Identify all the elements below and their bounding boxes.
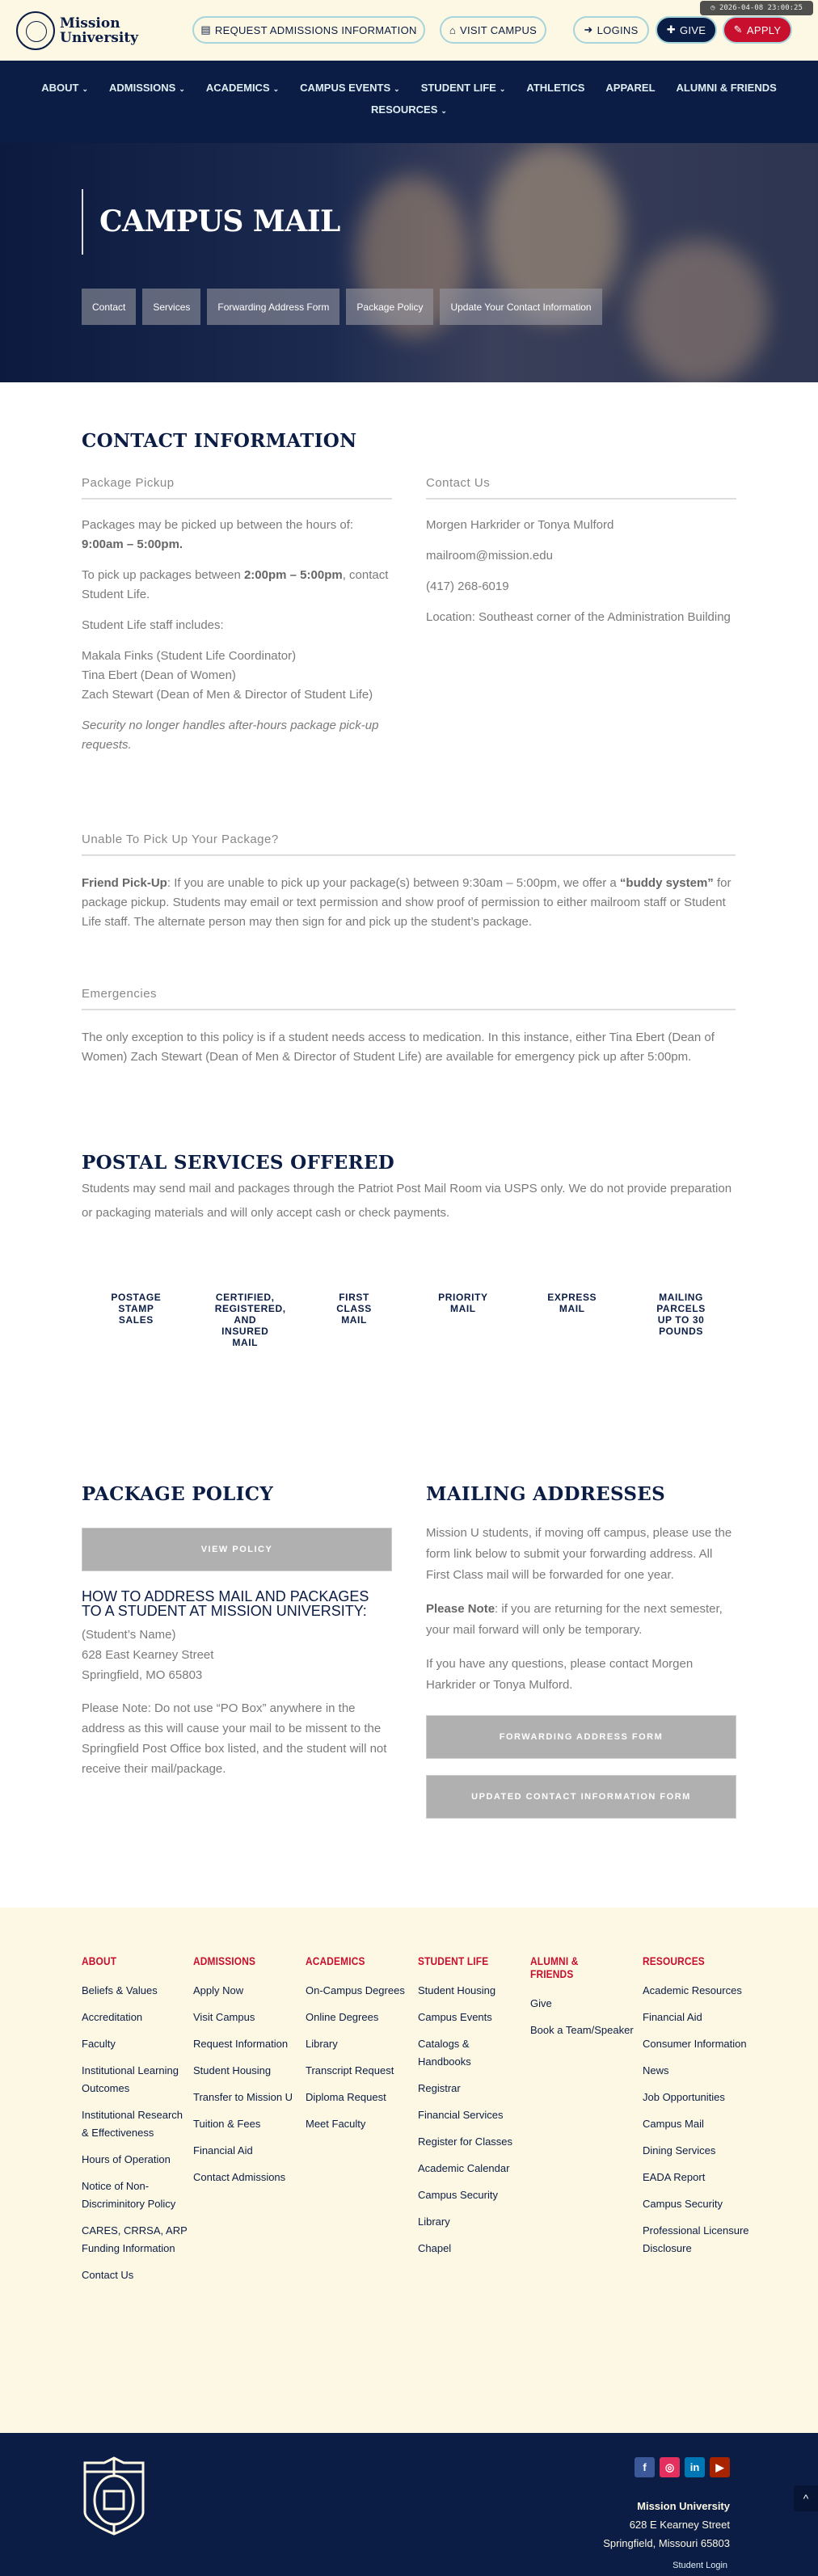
footer-link[interactable]: Chapel xyxy=(418,2242,452,2254)
logins-button[interactable] xyxy=(573,16,649,44)
social-links xyxy=(635,2457,730,2477)
university-logo[interactable] xyxy=(16,11,138,50)
tab-services[interactable]: Services xyxy=(142,289,200,325)
footer-link[interactable]: Campus Security xyxy=(643,2198,723,2210)
footer-column-academics xyxy=(306,1954,412,2142)
nav-item-label: ATHLETICS xyxy=(526,82,585,94)
staff-intro: Student Life staff includes: xyxy=(82,618,224,632)
footer-link[interactable]: Online Degrees xyxy=(306,2011,379,2023)
nav-item-about[interactable] xyxy=(41,82,88,94)
footer-link[interactable]: Transfer to Mission U xyxy=(193,2091,293,2103)
contact-us-heading: Contact Us xyxy=(426,476,736,500)
nav-item-label: ABOUT xyxy=(41,82,79,94)
footer-links xyxy=(0,1908,818,2433)
emergencies-section xyxy=(82,987,736,1067)
questions-text: If you have any questions, please contact Morgen Harkrider or Tonya Mulford. xyxy=(426,1657,694,1692)
footer-link[interactable]: Dining Services xyxy=(643,2144,716,2157)
mailing-addresses-heading: MAILING ADDRESSES xyxy=(426,1483,666,1505)
service-label: MAILING PARCELS UP TO 30 POUNDS xyxy=(656,1292,706,1337)
footer-link[interactable]: Give xyxy=(530,1997,552,2009)
seal-icon xyxy=(16,11,55,50)
chevron-down-icon: ⌄ xyxy=(82,85,88,93)
nav-item-apparel[interactable] xyxy=(605,82,655,94)
nav-item-label: APPAREL xyxy=(605,82,656,94)
nav-item-label: ACADEMICS xyxy=(205,82,270,94)
forwarding-address-form-button[interactable]: FORWARDING ADDRESS FORM xyxy=(426,1715,736,1759)
postal-services-text: Students may send mail and packages through the Patriot Post Mail Room via USPS only. We do not provide preparation or packaging materials and will only accept cash or check payments. xyxy=(82,1182,732,1220)
footer-column-about xyxy=(82,1954,188,2293)
nav-item-student-life[interactable] xyxy=(421,82,506,94)
button-label: GIVE xyxy=(679,23,706,36)
service-label: CERTIFIED, REGISTERED, AND INSURED MAIL xyxy=(214,1292,286,1348)
how-to-address-heading: HOW TO ADDRESS MAIL AND PACKAGES TO A STUDENT AT MISSION UNIVERSITY: xyxy=(82,1588,369,1619)
youtube-icon[interactable]: ▶ xyxy=(710,2457,730,2477)
footer-link[interactable]: Student Housing xyxy=(193,2064,272,2076)
facebook-icon[interactable]: f xyxy=(635,2457,655,2477)
footer-link[interactable]: Academic Calendar xyxy=(418,2162,510,2174)
footer-link[interactable]: Visit Campus xyxy=(193,2011,255,2023)
footer-link[interactable]: Financial Services xyxy=(418,2109,504,2121)
contact-names: Morgen Harkrider or Tonya Mulford xyxy=(426,518,614,532)
building-icon: ⌂ xyxy=(449,23,457,36)
apply-button[interactable] xyxy=(723,16,792,44)
request-info-button[interactable] xyxy=(192,16,425,44)
footer-link[interactable]: Campus Events xyxy=(418,2011,492,2023)
footer-link[interactable]: Institutional Research & Effectiveness xyxy=(82,2109,183,2139)
package-policy-column xyxy=(82,1483,392,1779)
footer-address xyxy=(603,2498,730,2553)
nav-item-athletics[interactable] xyxy=(526,82,584,94)
footer-link[interactable]: Registrar xyxy=(418,2082,461,2094)
footer-column-heading: ACADEMICS xyxy=(306,1954,365,1967)
logo-line2: University xyxy=(60,30,139,46)
shield-logo-icon xyxy=(82,2456,146,2536)
footer-column-heading: ABOUT xyxy=(82,1954,117,1967)
footer-link[interactable]: Institutional Learning Outcomes xyxy=(82,2064,179,2094)
visit-campus-button[interactable] xyxy=(440,16,546,44)
footer-link[interactable]: Campus Mail xyxy=(643,2118,704,2130)
nav-item-resources[interactable] xyxy=(371,103,447,116)
button-label: VISIT CAMPUS xyxy=(460,23,538,36)
org-name: Mission University xyxy=(637,2500,730,2512)
pickup-hours: Packages may be picked up between the hours of: 9:00am – 5:00pm. xyxy=(82,518,354,551)
postal-services-section xyxy=(82,1152,736,1225)
nav-item-academics[interactable] xyxy=(206,82,279,94)
footer-link[interactable]: Library xyxy=(418,2216,450,2228)
service-item xyxy=(626,1292,736,1348)
back-to-top-button[interactable]: ^ xyxy=(794,2485,818,2511)
chevron-down-icon: ⌄ xyxy=(394,85,400,93)
returning-note: Please Note: if you are returning for the next semester, your mail forward will only be temporary. xyxy=(426,1602,723,1637)
clipboard-icon: ▤ xyxy=(200,23,211,36)
friend-pickup-text: Friend Pick-Up: If you are unable to pick up your package(s) between 9:30am – 5:00pm, we offer a “buddy system” for package pickup. Students may email or text permission and show proof of permission to either mailroom staff or Student Life staff. The alternate person may then sign for and pick up the student’s package. xyxy=(82,876,732,929)
edit-icon: ✎ xyxy=(733,23,743,36)
footer-bottom xyxy=(0,2433,818,2576)
page-title: CAMPUS MAIL xyxy=(99,204,340,238)
footer-column-admissions xyxy=(193,1954,300,2195)
footer-link[interactable]: CARES, CRRSA, ARP Funding Information xyxy=(82,2224,188,2254)
chevron-down-icon: ⌄ xyxy=(272,85,280,93)
security-note: Security no longer handles after-hours package pick-up requests. xyxy=(82,719,379,752)
footer-column-resources xyxy=(643,1954,749,2266)
button-label: APPLY xyxy=(746,23,782,36)
location: Location: Southeast corner of the Administration Building xyxy=(426,610,731,624)
give-button[interactable] xyxy=(656,16,717,44)
service-label: FIRST CLASS MAIL xyxy=(336,1292,372,1326)
unable-heading: Unable To Pick Up Your Package? xyxy=(82,833,736,856)
footer-link[interactable]: Financial Aid xyxy=(193,2144,253,2157)
chevron-down-icon: ⌄ xyxy=(441,107,447,115)
top-bar xyxy=(0,0,818,61)
footer-link[interactable]: Contact Us xyxy=(82,2269,134,2281)
gift-icon: ✚ xyxy=(666,23,676,36)
service-label: POSTAGE STAMP SALES xyxy=(111,1292,162,1326)
section-tabs xyxy=(82,289,602,325)
sign-in-icon: ➜ xyxy=(584,23,593,36)
footer-link[interactable]: Faculty xyxy=(82,2038,116,2050)
footer-link[interactable]: Request Information xyxy=(193,2038,289,2050)
footer-link[interactable]: Accreditation xyxy=(82,2011,143,2023)
tab-contact[interactable]: Contact xyxy=(82,289,136,325)
footer-link[interactable]: Meet Faculty xyxy=(306,2118,366,2130)
footer-link[interactable]: Library xyxy=(306,2038,338,2050)
postal-services-list xyxy=(82,1292,736,1348)
nav-item-label: CAMPUS EVENTS xyxy=(300,82,391,94)
title-accent-bar xyxy=(82,189,83,255)
footer-link[interactable]: Student Housing xyxy=(418,1984,496,1996)
service-item xyxy=(300,1292,409,1348)
package-policy-heading: PACKAGE POLICY xyxy=(82,1483,274,1505)
footer-link[interactable]: Financial Aid xyxy=(643,2011,702,2023)
footer-column-heading: RESOURCES xyxy=(643,1954,705,1967)
footer-link[interactable]: Campus Security xyxy=(418,2189,498,2201)
nav-item-label: ADMISSIONS xyxy=(109,82,176,94)
package-pickup-column xyxy=(82,476,392,755)
button-label: REQUEST ADMISSIONS INFORMATION xyxy=(214,23,417,36)
linkedin-icon[interactable]: in xyxy=(685,2457,705,2477)
chevron-down-icon: ⌄ xyxy=(499,85,506,93)
footer-link[interactable]: Apply Now xyxy=(193,1984,244,1996)
footer-column-heading: ADMISSIONS xyxy=(193,1954,256,1967)
footer-link[interactable]: Tuition & Fees xyxy=(193,2118,261,2130)
footer-link[interactable]: On-Campus Degrees xyxy=(306,1984,405,1996)
service-item xyxy=(517,1292,626,1348)
nav-item-label: STUDENT LIFE xyxy=(420,82,496,94)
footer-link[interactable]: Register for Classes xyxy=(418,2135,513,2148)
nav-item-admissions[interactable] xyxy=(109,82,185,94)
footer-column-student-life xyxy=(418,1954,525,2266)
email-link[interactable]: mailroom@mission.edu xyxy=(426,549,553,563)
footer-link[interactable]: Hours of Operation xyxy=(82,2153,171,2165)
student-login-link[interactable]: Student Login xyxy=(673,2561,727,2570)
forwarding-text: Mission U students, if moving off campus, please use the form link below to submit your forwarding address. All First Class mail will be forwarded for one year. xyxy=(426,1526,732,1582)
main-nav xyxy=(0,61,818,143)
street: 628 E Kearney Street xyxy=(629,2519,730,2531)
instagram-icon[interactable]: ◎ xyxy=(660,2457,680,2477)
emergencies-text: The only exception to this policy is if a student needs access to medication. In this instance, either Tina Ebert (Dean of Women) Zach Stewart (Dean of Men & Director of Student Life) are available for emergency pick up after 5:00pm. xyxy=(82,1031,715,1064)
mailing-addresses-column xyxy=(426,1483,736,1819)
service-item xyxy=(408,1292,517,1348)
nav-item-campus-events[interactable] xyxy=(300,82,400,94)
service-item xyxy=(191,1292,300,1348)
footer-link[interactable]: Book a Team/Speaker xyxy=(530,2024,634,2036)
timestamp: 2026-04-08 23:00:25 xyxy=(719,4,803,12)
tab-update-your-contact-information[interactable]: Update Your Contact Information xyxy=(440,289,601,325)
emergencies-heading: Emergencies xyxy=(82,987,736,1010)
footer-link[interactable]: Professional Licensure Disclosure xyxy=(643,2224,749,2254)
postal-services-heading: POSTAL SERVICES OFFERED xyxy=(82,1152,395,1174)
contact-us-column xyxy=(426,476,736,627)
phone-link[interactable]: (417) 268-6019 xyxy=(426,580,509,593)
package-pickup-heading: Package Pickup xyxy=(82,476,392,500)
service-item xyxy=(82,1292,191,1348)
footer-link[interactable]: Contact Admissions xyxy=(193,2171,286,2183)
nav-item-alumni-friends[interactable] xyxy=(677,82,777,94)
nav-item-label: ALUMNI & FRIENDS xyxy=(676,82,777,94)
pickup-afternoon: To pick up packages between 2:00pm – 5:00pm, contact Student Life. xyxy=(82,568,389,601)
nav-item-label: RESOURCES xyxy=(371,103,438,116)
service-label: EXPRESS MAIL xyxy=(547,1292,597,1314)
student-address: (Student’s Name) 628 East Kearney Street Springfield, MO 65803 xyxy=(82,1628,214,1682)
footer-link[interactable]: Transcript Request xyxy=(306,2064,394,2076)
po-box-note: Please Note: Do not use “PO Box” anywhere in the address as this will cause your mail to be missent to the Springfield Post Office box listed, and the student will not receive their mail/package. xyxy=(82,1701,387,1776)
contact-info-heading: CONTACT INFORMATION xyxy=(82,430,357,452)
footer-link[interactable]: Academic Resources xyxy=(643,1984,742,1996)
updated-contact-form-button[interactable]: UPDATED CONTACT INFORMATION FORM xyxy=(426,1775,736,1819)
button-label: LOGINS xyxy=(597,23,639,36)
footer-column-alumni-friends xyxy=(530,1954,637,2048)
logo-line1: Mission xyxy=(60,15,120,32)
footer-link[interactable]: Beliefs & Values xyxy=(82,1984,158,1996)
city: Springfield, Missouri 65803 xyxy=(603,2537,730,2549)
tab-forwarding-address-form[interactable]: Forwarding Address Form xyxy=(207,289,339,325)
footer-link[interactable]: EADA Report xyxy=(643,2171,706,2183)
footer-link[interactable]: Notice of Non-Discriminitory Policy xyxy=(82,2180,176,2210)
hero-banner xyxy=(0,143,818,382)
staff-list: Makala Finks (Student Life Coordinator) Tina Ebert (Dean of Women) Zach Stewart (Dean of Men & Director of Student Life) xyxy=(82,649,373,702)
footer-link[interactable]: Consumer Information xyxy=(643,2038,747,2050)
timestamp-overlay xyxy=(700,1,813,15)
footer-link[interactable]: Job Opportunities xyxy=(643,2091,725,2103)
service-label: PRIORITY MAIL xyxy=(438,1292,488,1314)
footer-column-heading: STUDENT LIFE xyxy=(418,1954,489,1967)
footer-column-heading: ALUMNI & FRIENDS xyxy=(530,1954,579,1980)
unable-section xyxy=(82,833,736,932)
footer-link[interactable]: Catalogs & Handbooks xyxy=(418,2038,471,2068)
chevron-down-icon: ⌄ xyxy=(179,85,185,93)
footer-link[interactable]: Diploma Request xyxy=(306,2091,386,2103)
footer-link[interactable]: News xyxy=(643,2064,669,2076)
clock-icon: ◷ xyxy=(710,4,719,12)
tab-package-policy[interactable]: Package Policy xyxy=(346,289,433,325)
view-policy-button[interactable]: VIEW POLICY xyxy=(82,1528,392,1571)
